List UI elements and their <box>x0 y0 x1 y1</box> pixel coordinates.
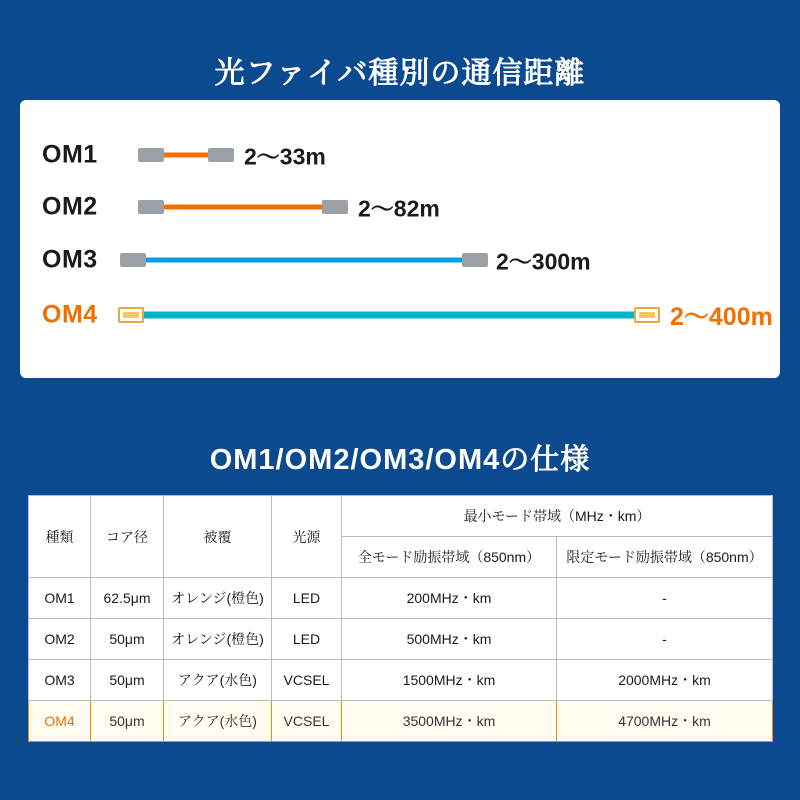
cell-band-limited: 2000MHz・km <box>557 660 773 701</box>
table-row <box>29 578 773 619</box>
distance-section-title: 光ファイバ種別の通信距離 <box>214 57 586 90</box>
cell-source: VCSEL <box>272 660 342 701</box>
header-core: コア径 <box>91 496 164 578</box>
connector-icon <box>634 307 660 323</box>
connector-icon <box>462 253 488 267</box>
header-type: 種類 <box>29 496 91 578</box>
cell-type: OM4 <box>29 701 91 742</box>
fiber-cable-icon <box>120 249 488 271</box>
cell-coating: オレンジ(橙色) <box>164 619 272 660</box>
distance-card <box>20 100 780 378</box>
connector-icon <box>138 148 164 162</box>
spec-table-wrapper <box>28 495 772 742</box>
cell-source: LED <box>272 578 342 619</box>
cell-band-full: 3500MHz・km <box>342 701 557 742</box>
cell-source: VCSEL <box>272 701 342 742</box>
table-header-row-1 <box>29 496 773 537</box>
distance-row-label: OM1 <box>42 140 98 169</box>
header-band-full: 全モード励振帯域（850nm） <box>342 537 557 578</box>
distance-value: 2〜300m <box>496 248 591 275</box>
cell-band-limited: - <box>557 619 773 660</box>
distance-value: 2〜82m <box>358 195 440 222</box>
header-band-limited: 限定モード励振帯域（850nm） <box>557 537 773 578</box>
distance-value: 2〜33m <box>244 143 326 170</box>
fiber-cable-icon <box>138 144 234 166</box>
connector-icon <box>120 253 146 267</box>
cell-core: 62.5μm <box>91 578 164 619</box>
cell-core: 50μm <box>91 619 164 660</box>
distance-row-om3 <box>20 235 780 285</box>
distance-row-label: OM3 <box>42 245 98 274</box>
spec-section-title: OM1/OM2/OM3/OM4の仕様 <box>209 444 591 476</box>
table-row <box>29 619 773 660</box>
cell-coating: オレンジ(橙色) <box>164 578 272 619</box>
cell-band-limited: 4700MHz・km <box>557 701 773 742</box>
cell-band-full: 500MHz・km <box>342 619 557 660</box>
distance-row-label: OM4 <box>42 300 98 329</box>
cell-source: LED <box>272 619 342 660</box>
distance-row-om4 <box>20 290 780 340</box>
cell-type: OM2 <box>29 619 91 660</box>
cell-band-limited: - <box>557 578 773 619</box>
cell-type: OM1 <box>29 578 91 619</box>
distance-row-label: OM2 <box>42 192 98 221</box>
connector-icon <box>118 307 144 323</box>
distance-value: 2〜400m <box>670 303 773 331</box>
connector-icon <box>208 148 234 162</box>
connector-icon <box>138 200 164 214</box>
cell-band-full: 1500MHz・km <box>342 660 557 701</box>
fiber-cable-icon <box>118 304 660 326</box>
header-coating: 被覆 <box>164 496 272 578</box>
connector-icon <box>322 200 348 214</box>
table-row-highlight <box>29 701 773 742</box>
distance-row-om2 <box>20 182 780 232</box>
cell-core: 50μm <box>91 701 164 742</box>
fiber-cable-icon <box>138 196 348 218</box>
header-band-group: 最小モード帯域（MHz・km） <box>342 496 773 537</box>
cell-coating: アクア(水色) <box>164 701 272 742</box>
cell-core: 50μm <box>91 660 164 701</box>
distance-row-om1 <box>20 130 780 180</box>
table-row <box>29 660 773 701</box>
cell-type: OM3 <box>29 660 91 701</box>
cell-band-full: 200MHz・km <box>342 578 557 619</box>
header-source: 光源 <box>272 496 342 578</box>
spec-table <box>28 495 773 742</box>
cell-coating: アクア(水色) <box>164 660 272 701</box>
